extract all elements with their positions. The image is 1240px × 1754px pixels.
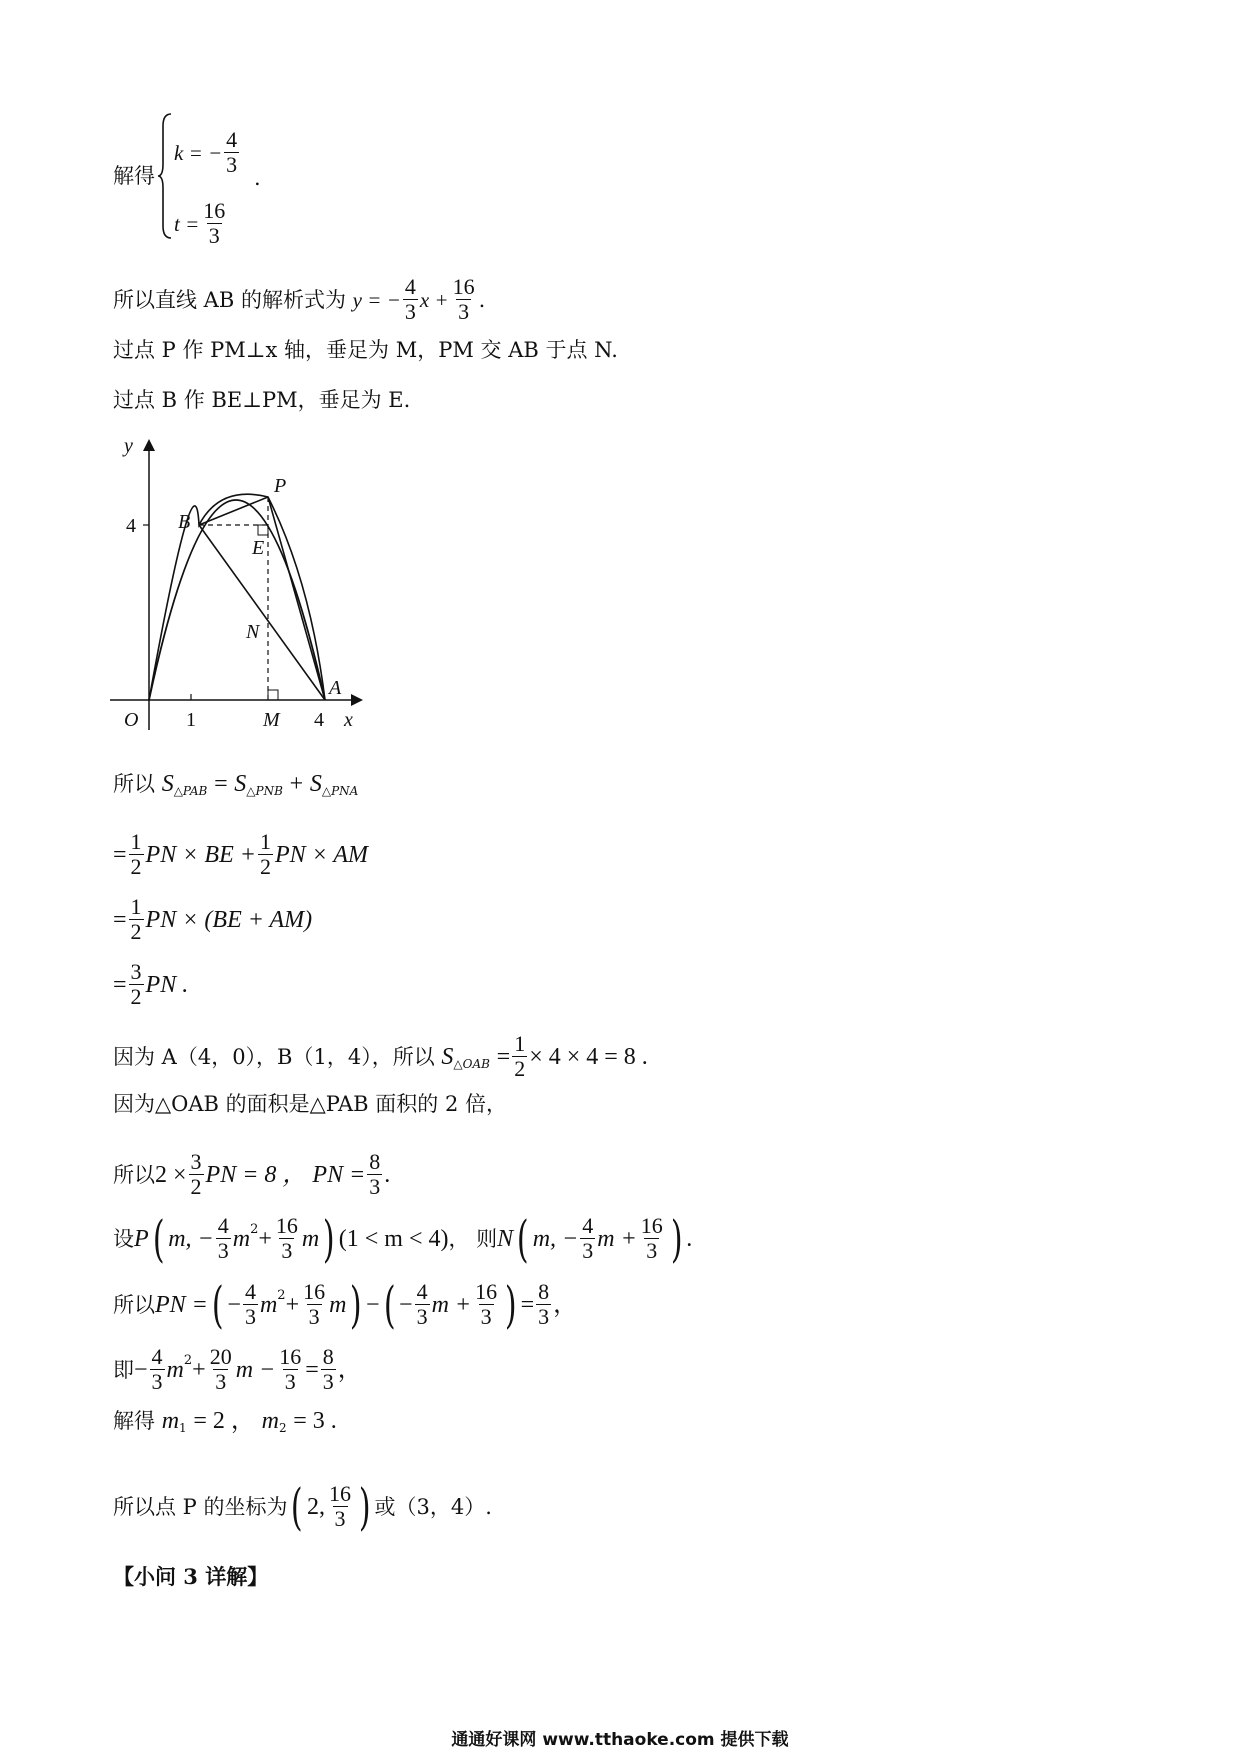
label-m: M [263,709,280,731]
coord-line: 所以点 P 的坐标为 ( 2, $\frac{16}{3}$ ) 或（3，4）. [113,1477,492,1536]
footer: 通通好课网 www.tthaoke.com 提供下载 [451,1730,789,1750]
perp-be: 过点 B 作 BE⊥PM，垂足为 E. [113,388,411,412]
pn-line: 所以 2 × $\frac{3}{2}$ PN = 8 ， PN = $\frac{8}{3}$ . [113,1149,391,1199]
line-ab: 所以直线 AB 的解析式为 y = − $\frac{4}{3}$ x + $\frac{16}{3}$ . [113,274,486,324]
area-line-3: = $\frac{1}{2}$ PN × (BE + AM) [113,894,313,944]
twice-line: 因为△OAB 的面积是△PAB 面积的 2 倍， [113,1092,507,1116]
area-line-2: = $\frac{1}{2}$ PN × BE + $\frac{1}{2}$ PN × AM [113,829,369,879]
solve-t [174,199,229,248]
t-lhs: t = [174,211,200,236]
area-line-4: = $\frac{3}{2}$ PN . [113,959,189,1009]
segment-pa [268,497,325,700]
area-oab: 因为 A（4，0），B（1，4），所以 S △OAB = $\frac{1}{2}$ × 4 × 4 = 8 . [113,1031,648,1081]
perp-pm: 过点 P 作 PM⊥x 轴，垂足为 M，PM 交 AB 于点 N. [113,338,618,362]
label-a: A [329,677,342,699]
k-lhs: k = − [174,140,223,165]
brace-icon [158,112,172,240]
label-y: y [124,435,133,457]
right-angle-m [268,690,278,700]
parabola-figure [110,430,380,740]
label-o: O [124,709,139,731]
pn-eq-line: 所以 PN = ( − $\frac{4}{3}$ m 2 + $\frac{16}{3}$ m ) − ( − $\frac{4}{3}$ m + $\frac{16}{3}$ ) = $\frac{8}{3}$ ， [113,1275,578,1334]
k-frac: $\frac{4}{3}$ [226,127,238,177]
solve-k [174,128,241,177]
label-four-x: 4 [314,709,324,731]
part3-heading: 【小问 3 详解】 [113,1564,269,1589]
solve-period: . [254,166,261,190]
label-four-y: 4 [126,515,136,537]
solve-label: 解得 [113,164,155,188]
label-one: 1 [186,709,196,731]
right-angle-e [258,525,268,535]
label-n: N [246,621,260,643]
label-x: x [344,709,353,731]
set-p-line: 设 P ( m, − $\frac{4}{3}$ m 2 + $\frac{16}{3}$ m ) (1 < m < 4) ， 则 N ( m, − $\frac{4}{3}$ m + $\frac{16}{3}$ ) . [113,1209,693,1268]
solution-line: 解得 m 1 = 2 ， m 2 = 3 . [113,1408,337,1435]
outer-parabola [149,500,325,700]
area-line-1: 所以 S △PAB = S △PNB + S △PNA [113,771,359,798]
t-frac: $\frac{16}{3}$ [203,198,226,248]
ji-line: 即 − $\frac{4}{3}$ m 2 + $\frac{20}{3}$ m − $\frac{16}{3}$ = $\frac{8}{3}$ ， [113,1344,362,1394]
label-b: B [178,511,191,533]
label-e: E [252,537,265,559]
label-p: P [274,475,287,497]
